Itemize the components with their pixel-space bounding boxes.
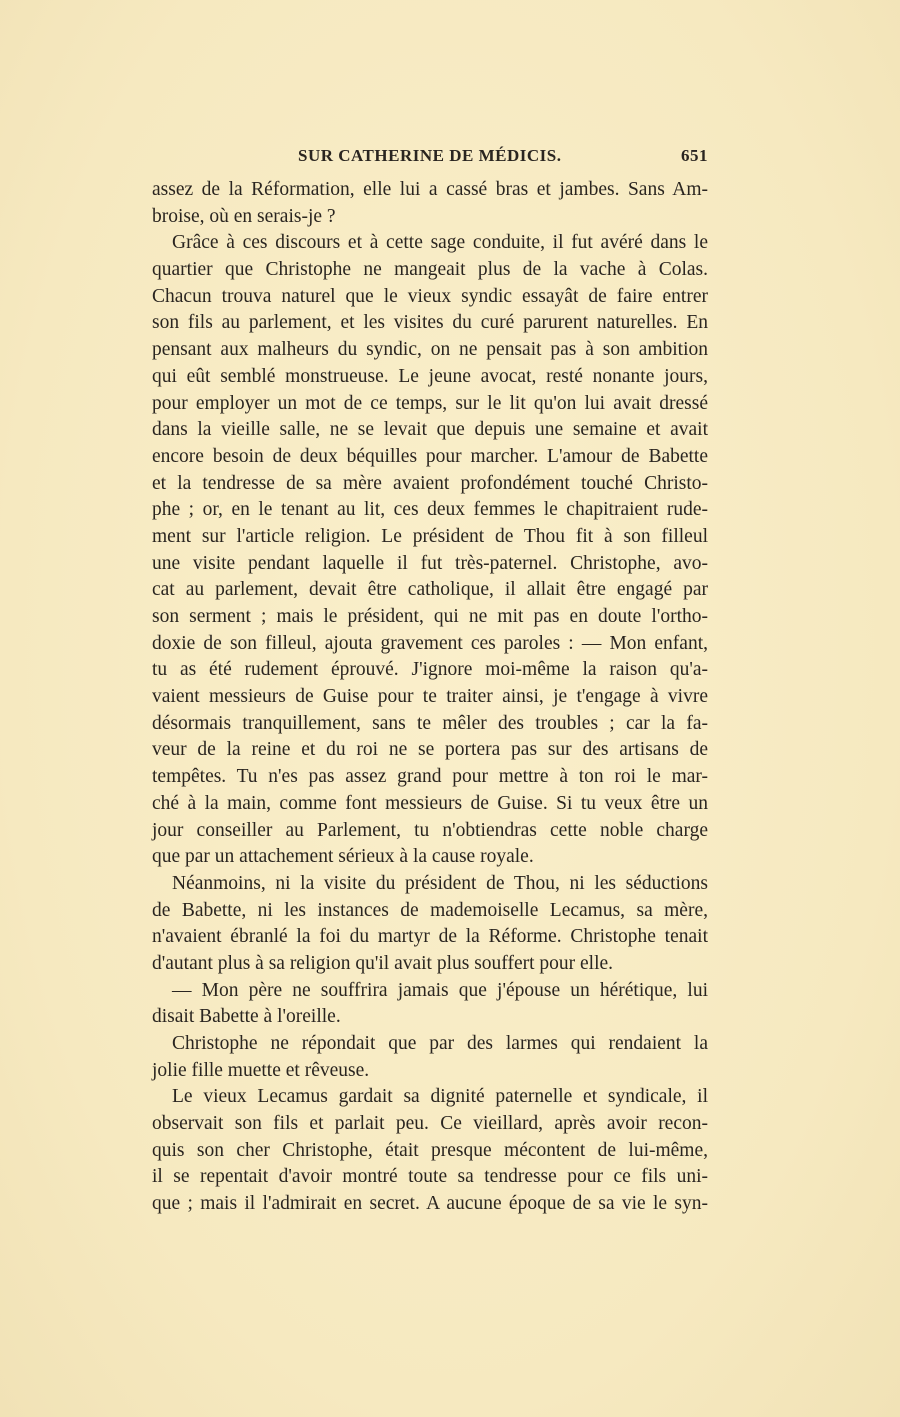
text-line	[152, 791, 708, 818]
text-line-content: Néanmoins, ni la visite du président de Thou, ni les séductions	[172, 872, 708, 894]
text-line	[152, 1111, 708, 1138]
text-line-content: son serment ; mais le président, qui ne mit pas en doute l'ortho-	[152, 606, 708, 627]
text-line-content: jour conseiller au Parlement, tu n'obtiendras cette noble charge	[152, 819, 708, 841]
text-line	[152, 284, 708, 311]
text-line-content: Grâce à ces discours et à cette sage conduite, il fut avéré dans le	[172, 232, 708, 254]
body-text	[152, 177, 708, 1218]
running-title: SUR CATHERINE DE MÉDICIS.	[298, 146, 562, 165]
text-line-content: ment sur l'article religion. Le président de Thou fit à son filleul	[152, 525, 708, 547]
text-line-content: de Babette, ni les instances de mademoiselle Lecamus, sa mère,	[152, 899, 708, 921]
text-line	[152, 337, 708, 364]
text-line	[152, 444, 708, 471]
text-line-content: pour employer un mot de ce temps, sur le lit qu'on lui avait dressé	[152, 392, 708, 414]
text-line	[152, 577, 708, 604]
text-line-content: tu as été rudement éprouvé. J'ignore moi-même la raison qu'a-	[152, 659, 708, 681]
text-line	[152, 737, 708, 764]
text-line	[152, 711, 708, 738]
text-line-content: assez de la Réformation, elle lui a cassé bras et jambes. Sans Am-	[152, 179, 708, 200]
running-header	[152, 144, 708, 170]
text-line	[152, 684, 708, 711]
text-line-content: quartier que Christophe ne mangeait plus de la vache à Colas.	[152, 259, 708, 281]
text-line	[152, 471, 708, 498]
text-line	[152, 1164, 708, 1191]
text-line-content: tempêtes. Tu n'es pas assez grand pour mettre à ton roi le mar-	[152, 766, 708, 788]
text-line-content: — Mon père ne souffrira jamais que j'épouse un hérétique, lui	[172, 979, 708, 1001]
text-line	[152, 764, 708, 791]
text-line-content: dans la vieille salle, ne se levait que depuis une semaine et avait	[152, 419, 708, 441]
text-line-content: et la tendresse de sa mère avaient profondément touché Christo-	[152, 472, 708, 494]
text-line	[152, 497, 708, 524]
text-line-content: Le vieux Lecamus gardait sa dignité paternelle et syndicale, il	[172, 1086, 708, 1108]
text-line-content: encore besoin de deux béquilles pour marcher. L'amour de Babette	[152, 445, 708, 467]
text-line	[152, 1004, 708, 1031]
text-line-content: que par un attachement sérieux à la cause royale.	[152, 846, 534, 868]
text-line	[152, 844, 708, 871]
text-line-content: pensant aux malheurs du syndic, on ne pensait pas à son ambition	[152, 339, 708, 361]
page-number: 651	[681, 146, 708, 165]
text-line	[152, 818, 708, 845]
text-line	[152, 1138, 708, 1165]
text-line-content: doxie de son filleul, ajouta gravement ces paroles : — Mon enfant,	[152, 632, 708, 654]
text-line	[152, 657, 708, 684]
text-line	[152, 391, 708, 418]
text-line-content: broise, où en serais-je ?	[152, 205, 336, 227]
text-line-content: ché à la main, comme font messieurs de Guise. Si tu veux être un	[152, 792, 708, 814]
text-line-content: qui eût semblé monstrueuse. Le jeune avocat, resté nonante jours,	[152, 365, 708, 387]
text-line-content: cat au parlement, devait être catholique, il allait être engagé par	[152, 579, 708, 601]
text-line	[152, 177, 708, 204]
text-line	[152, 310, 708, 337]
text-line	[152, 257, 708, 284]
text-line-content: désormais tranquillement, sans te mêler des troubles ; car la fa-	[152, 712, 708, 734]
text-line	[152, 631, 708, 658]
text-line-content: disait Babette à l'oreille.	[152, 1006, 341, 1028]
text-line	[152, 871, 708, 898]
text-line-content: observait son fils et parlait peu. Ce vieillard, après avoir recon-	[152, 1113, 708, 1135]
text-line	[152, 951, 708, 978]
text-line-content: son fils au parlement, et les visites du curé parurent naturelles. En	[152, 312, 708, 334]
text-line	[152, 230, 708, 257]
text-line	[152, 364, 708, 391]
text-line	[152, 417, 708, 444]
text-line-content: n'avaient ébranlé la foi du martyr de la Réforme. Christophe tenait	[152, 926, 708, 948]
text-line-content: Christophe ne répondait que par des larmes qui rendaient la	[172, 1033, 708, 1054]
text-line-content: Chacun trouva naturel que le vieux syndic essayât de faire entrer	[152, 285, 708, 307]
text-line-content: quis son cher Christophe, était presque mécontent de lui-même,	[152, 1139, 708, 1161]
text-line	[152, 1084, 708, 1111]
text-line	[152, 551, 708, 578]
text-line-content: phe ; or, en le tenant au lit, ces deux femmes le chapitraient rude-	[152, 499, 708, 521]
text-line	[152, 898, 708, 925]
text-line-content: d'autant plus à sa religion qu'il avait plus souffert pour elle.	[152, 952, 614, 974]
text-line	[152, 1191, 708, 1218]
text-line	[152, 204, 708, 231]
text-line-content: veur de la reine et du roi ne se portera pas sur des artisans de	[152, 739, 708, 761]
text-line	[152, 524, 708, 551]
text-line-content: que ; mais il l'admirait en secret. A aucune époque de sa vie le syn-	[152, 1193, 708, 1215]
text-line	[152, 978, 708, 1005]
text-line	[152, 1031, 708, 1058]
text-line-content: une visite pendant laquelle il fut très-paternel. Christophe, avo-	[152, 552, 708, 574]
text-line-content: il se repentait d'avoir montré toute sa tendresse pour ce fils uni-	[152, 1166, 708, 1188]
text-line-content: vaient messieurs de Guise pour te traiter ainsi, je t'engage à vivre	[152, 686, 708, 708]
text-line	[152, 1058, 708, 1085]
text-line	[152, 924, 708, 951]
text-line	[152, 604, 708, 631]
text-line-content: jolie fille muette et rêveuse.	[152, 1059, 370, 1081]
